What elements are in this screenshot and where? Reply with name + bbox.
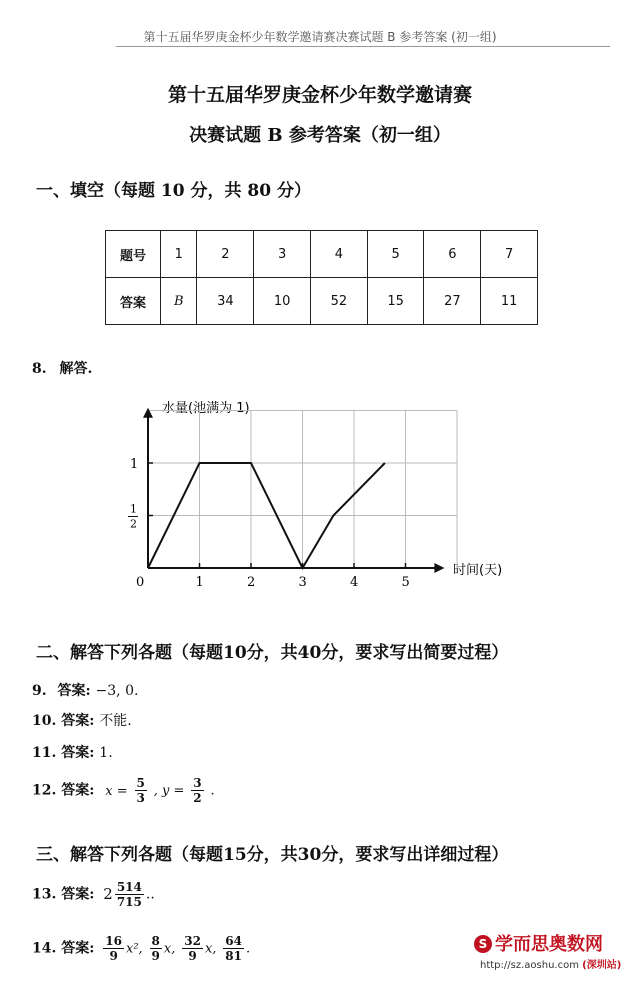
q11-line [32,742,113,762]
running-header: 第十五届华罗庚金杯少年数学邀请赛决赛试题 B 参考答案 (初一组) [143,30,497,44]
table-cell: 4 [310,231,367,278]
table-row-header: 答案 [106,278,161,325]
q14-term3-suffix: x, [204,941,217,957]
y-tick-label: 1 [130,457,139,472]
q14-number: 14. [32,940,57,957]
fraction-denominator: 3 [136,791,145,805]
y-tick-label-denominator: 2 [130,517,137,531]
fraction-numerator: 514 [116,880,142,894]
watermark-logo [474,930,603,956]
q14-answer-label: 答案: [61,940,95,957]
q9-line [32,680,138,700]
watermark-link[interactable]: http://sz.aoshu.com [480,960,579,971]
watermark-branch: (深圳站) [582,960,622,971]
table-row-header: 题号 [106,231,161,278]
q8-number: 8. [32,361,47,377]
q12-x-var: x = [105,783,128,799]
y-axis-arrow [143,408,153,418]
section3-heading: 三、解答下列各题（每题15分，共30分，要求写出详细过程） [36,845,509,865]
q12-line [32,776,215,805]
q10-answer-value: 不能. [99,713,132,729]
table-cell: 10 [254,278,311,325]
y-axis-label: 水量(池满为 1) [162,401,250,416]
q14-term1-suffix: x², [125,941,143,957]
table-cell: 11 [481,278,538,325]
q11-number: 11. [32,745,57,761]
q12-answer-label: 答案: [61,782,95,799]
table-row [106,278,538,325]
q12-y-var: , y = [153,783,185,799]
x-tick-label: 0 [136,575,145,590]
table-cell: 27 [424,278,481,325]
q8-line [32,358,92,378]
q14-term1-fraction [103,934,124,963]
header-rule [116,46,610,47]
answer-table [105,230,538,325]
q13-line [32,880,155,909]
q14-term4-suffix: . [246,941,251,957]
fraction-numerator: 8 [151,934,160,948]
q13-tail: .. [145,886,155,903]
table-cell: B [161,278,197,325]
fraction-numerator: 16 [105,934,122,948]
section1-heading: 一、填空（每题 10 分，共 80 分） [36,181,311,201]
q14-term3-fraction [182,934,203,963]
table-cell: 3 [254,231,311,278]
fraction-numerator: 32 [184,934,201,948]
x-tick-label: 1 [195,575,204,590]
section2-heading: 二、解答下列各题（每题10分，共40分，要求写出简要过程） [36,643,509,663]
q10-answer-label: 答案: [61,713,95,729]
q12-number: 12. [32,782,57,799]
q13-answer-label: 答案: [61,886,95,903]
q11-answer-value: 1. [99,745,113,761]
q12-x-fraction [135,776,147,805]
y-tick-label-numerator: 1 [130,502,137,516]
x-tick-label: 3 [298,575,307,590]
fraction-denominator: 715 [116,895,142,909]
q13-fraction [115,880,144,909]
q9-number: 9. [32,683,47,699]
fraction-denominator: 2 [193,791,202,805]
water-level-chart [110,390,503,600]
q13-whole: 2 [103,884,113,903]
q10-line [32,710,132,730]
q9-answer-label: 答案: [57,683,91,699]
q14-term4-fraction [223,934,244,963]
table-cell: 34 [197,278,254,325]
logo-icon: S [474,935,492,953]
x-axis-arrow [434,563,444,573]
main-title: 第十五届华罗庚金杯少年数学邀请赛 [167,84,472,106]
q10-number: 10. [32,713,57,729]
table-cell: 1 [161,231,197,278]
q12-y-fraction [191,776,203,805]
fraction-numerator: 64 [225,934,242,948]
q8-text: 解答. [59,361,93,377]
fraction-denominator: 9 [109,949,118,963]
q11-answer-label: 答案: [61,745,95,761]
table-cell: 52 [310,278,367,325]
fraction-denominator: 81 [225,949,242,963]
x-tick-label: 5 [401,575,410,590]
x-tick-label: 2 [247,575,256,590]
x-tick-label: 4 [350,575,359,590]
fraction-denominator: 9 [188,949,197,963]
table-cell: 2 [197,231,254,278]
table-cell: 5 [367,231,424,278]
q12-tail: . [210,783,215,799]
logo-text: 学而思奥数网 [495,934,603,955]
sub-title: 决赛试题 B 参考答案（初一组） [189,125,451,146]
q14-term2-fraction [150,934,162,963]
q9-answer-value: −3, 0. [95,683,139,699]
table-row [106,231,538,278]
q14-term2-suffix: x, [163,941,176,957]
table-cell: 6 [424,231,481,278]
fraction-numerator: 5 [136,776,145,790]
fraction-denominator: 9 [151,949,160,963]
x-axis-label: 时间(天) [453,563,503,578]
q14-line [32,934,250,963]
watermark-url[interactable] [480,956,621,971]
q13-number: 13. [32,886,57,903]
table-cell: 15 [367,278,424,325]
fraction-numerator: 3 [193,776,202,790]
table-cell: 7 [481,231,538,278]
